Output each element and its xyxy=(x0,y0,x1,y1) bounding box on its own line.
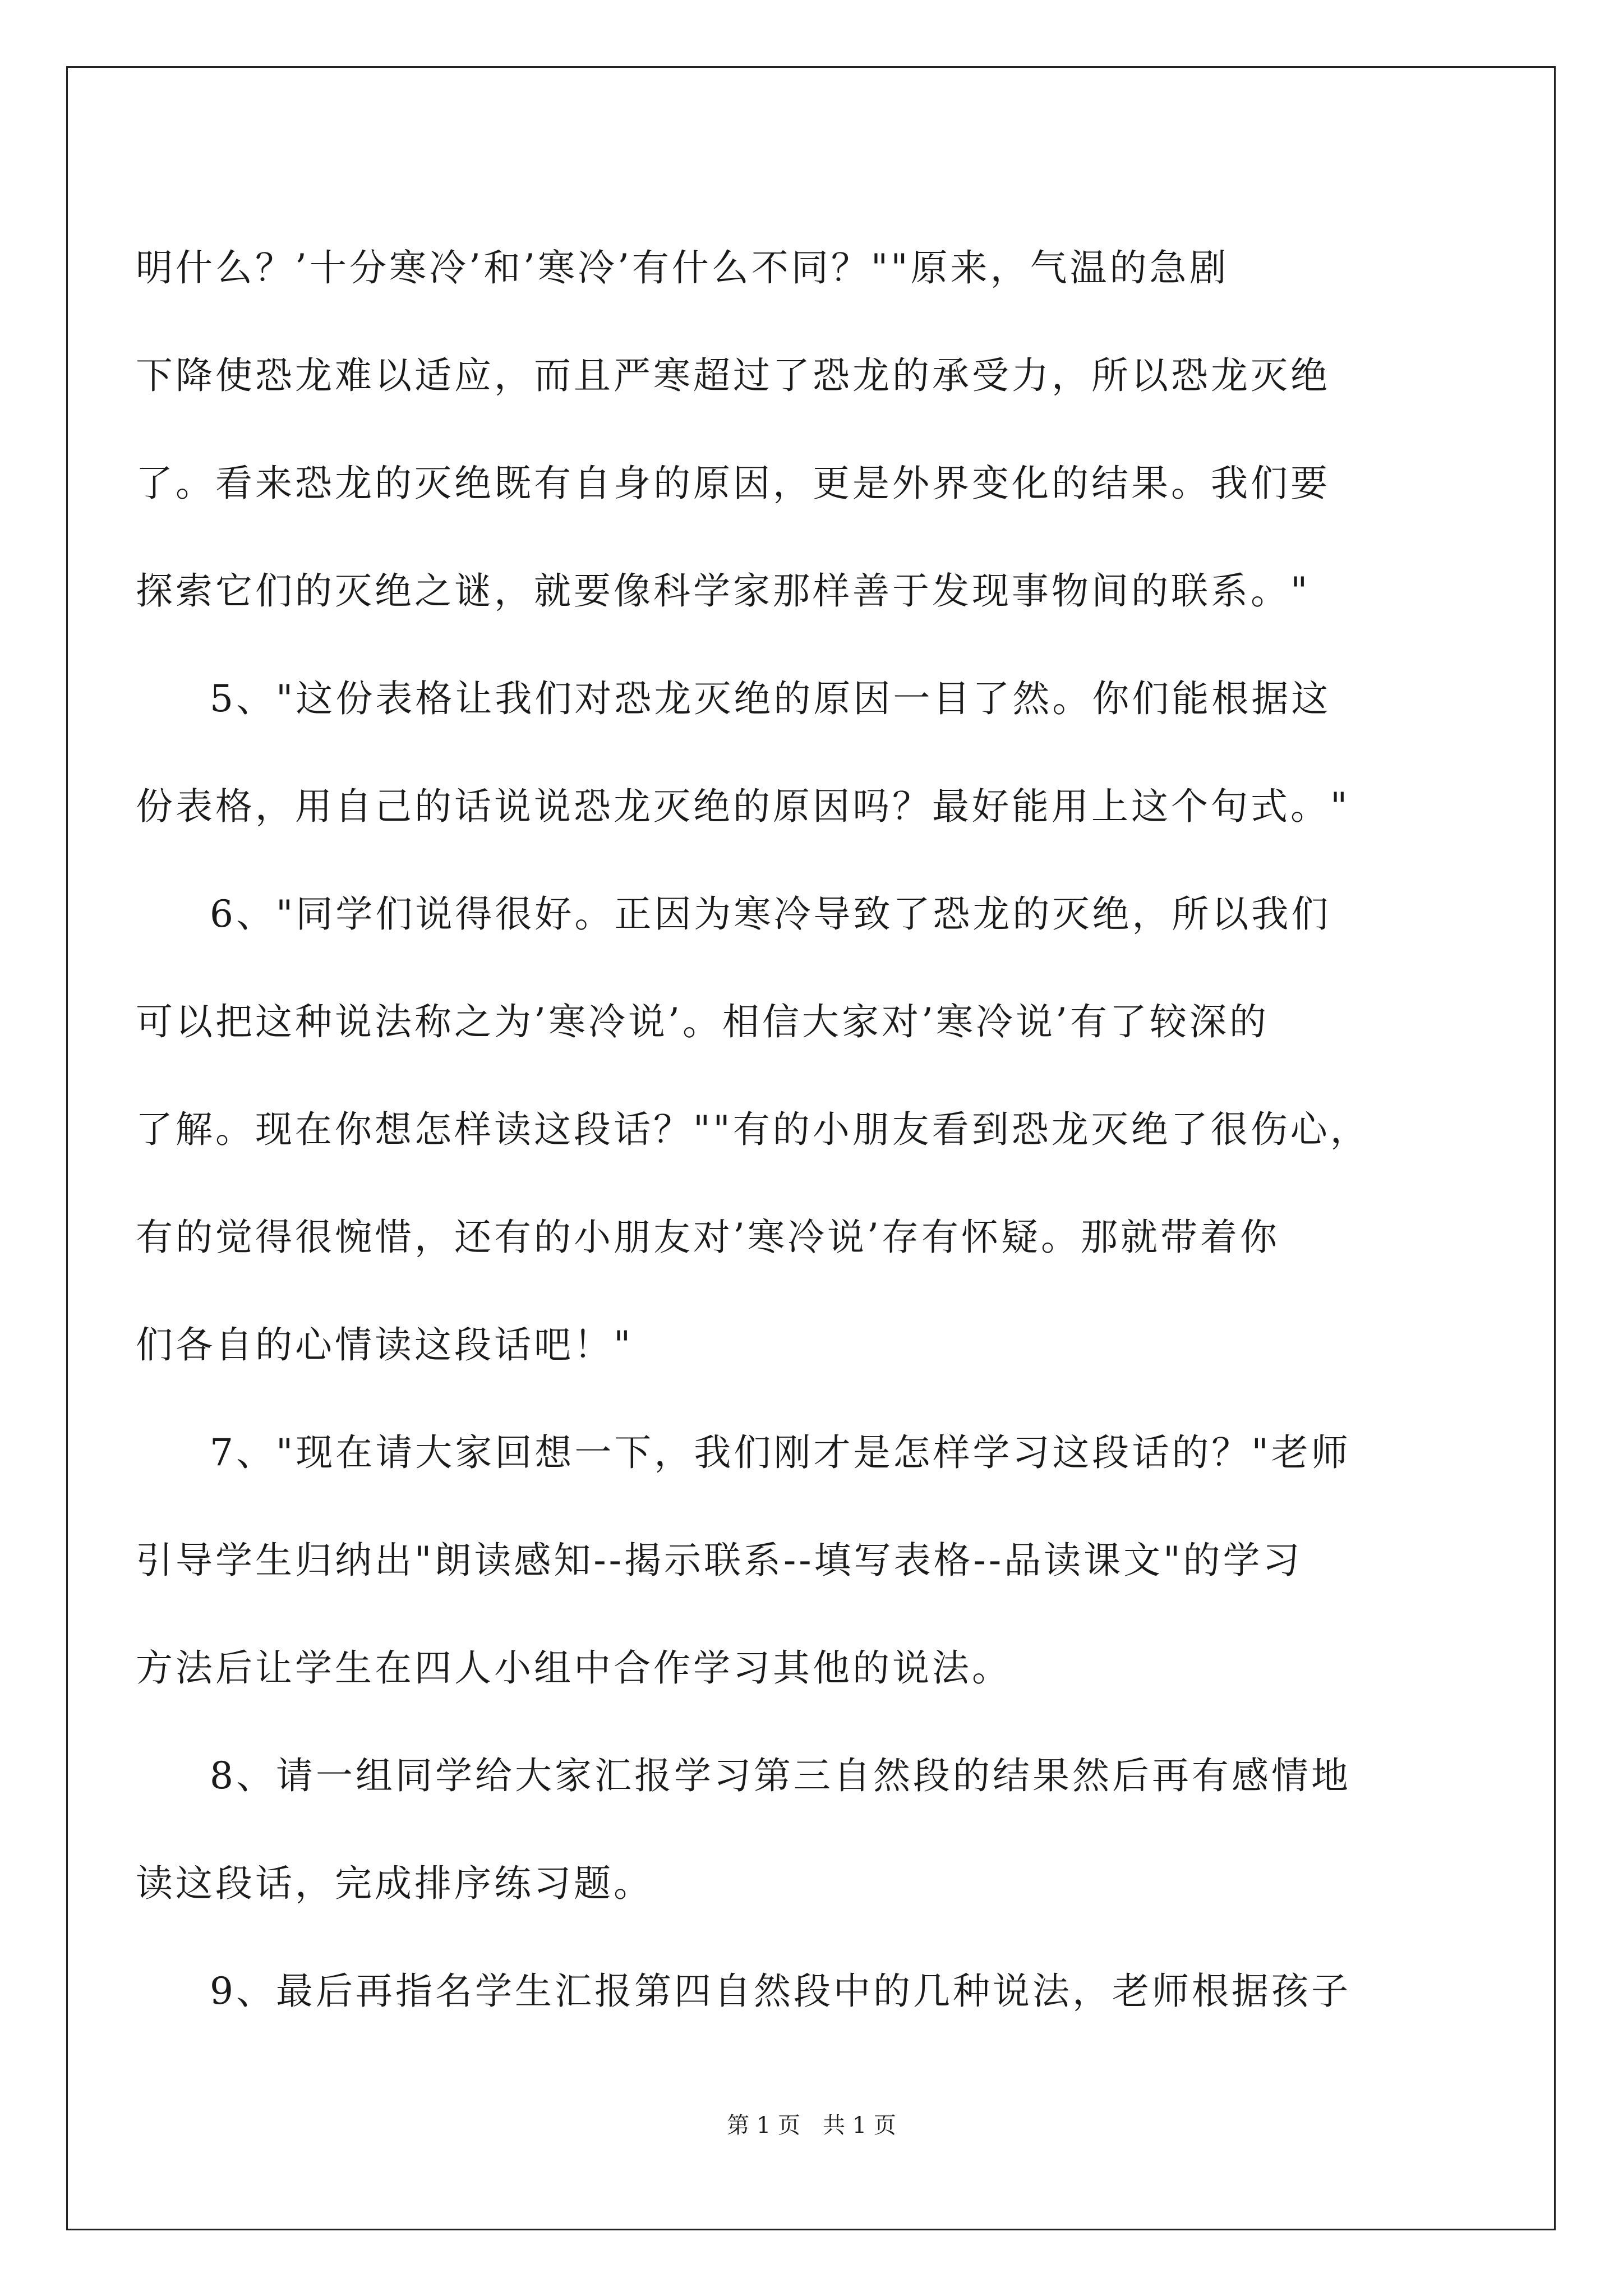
text-line-9: 了解。现在你想怎样读这段话？""有的小朋友看到恐龙灭绝了很伤心， xyxy=(136,1107,1370,1151)
text-line-15: 8、请一组同学给大家汇报学习第三自然段的结果然后再有感情地 xyxy=(210,1754,1351,1797)
text-line-1: 明什么？’十分寒冷’和’寒冷’有什么不同？""原来，气温的急剧 xyxy=(136,246,1229,289)
text-line-10: 有的觉得很惋惜，还有的小朋友对’寒冷说’存有怀疑。那就带着你 xyxy=(136,1215,1280,1259)
text-line-3: 了。看来恐龙的灭绝既有自身的原因，更是外界变化的结果。我们要 xyxy=(136,461,1330,505)
text-line-8: 可以把这种说法称之为’寒冷说’。相信大家对’寒冷说’有了较深的 xyxy=(136,1000,1269,1043)
text-line-17: 9、最后再指名学生汇报第四自然段中的几种说法，老师根据孩子 xyxy=(210,1969,1351,2013)
page-number-footer: 第 1 页 共 1 页 xyxy=(727,2113,896,2138)
document-body xyxy=(136,210,1431,2041)
text-line-12: 7、"现在请大家回想一下，我们刚才是怎样学习这段话的？"老师 xyxy=(210,1430,1351,1474)
text-line-11: 们各自的心情读这段话吧！" xyxy=(136,1323,634,1366)
text-line-6: 份表格，用自己的话说说恐龙灭绝的原因吗？最好能用上这个句式。" xyxy=(136,784,1350,828)
text-line-4: 探索它们的灭绝之谜，就要像科学家那样善于发现事物间的联系。" xyxy=(136,569,1311,613)
text-line-7: 6、"同学们说得很好。正因为寒冷导致了恐龙的灭绝，所以我们 xyxy=(210,892,1331,936)
text-line-2: 下降使恐龙难以适应，而且严寒超过了恐龙的承受力，所以恐龙灭绝 xyxy=(136,353,1330,397)
text-line-16: 读这段话，完成排序练习题。 xyxy=(136,1861,653,1905)
text-line-13: 引导学生归纳出"朗读感知--揭示联系--填写表格--品读课文"的学习 xyxy=(136,1538,1303,1582)
text-line-5: 5、"这份表格让我们对恐龙灭绝的原因一目了然。你们能根据这 xyxy=(210,677,1331,720)
text-line-14: 方法后让学生在四人小组中合作学习其他的说法。 xyxy=(136,1646,1012,1690)
